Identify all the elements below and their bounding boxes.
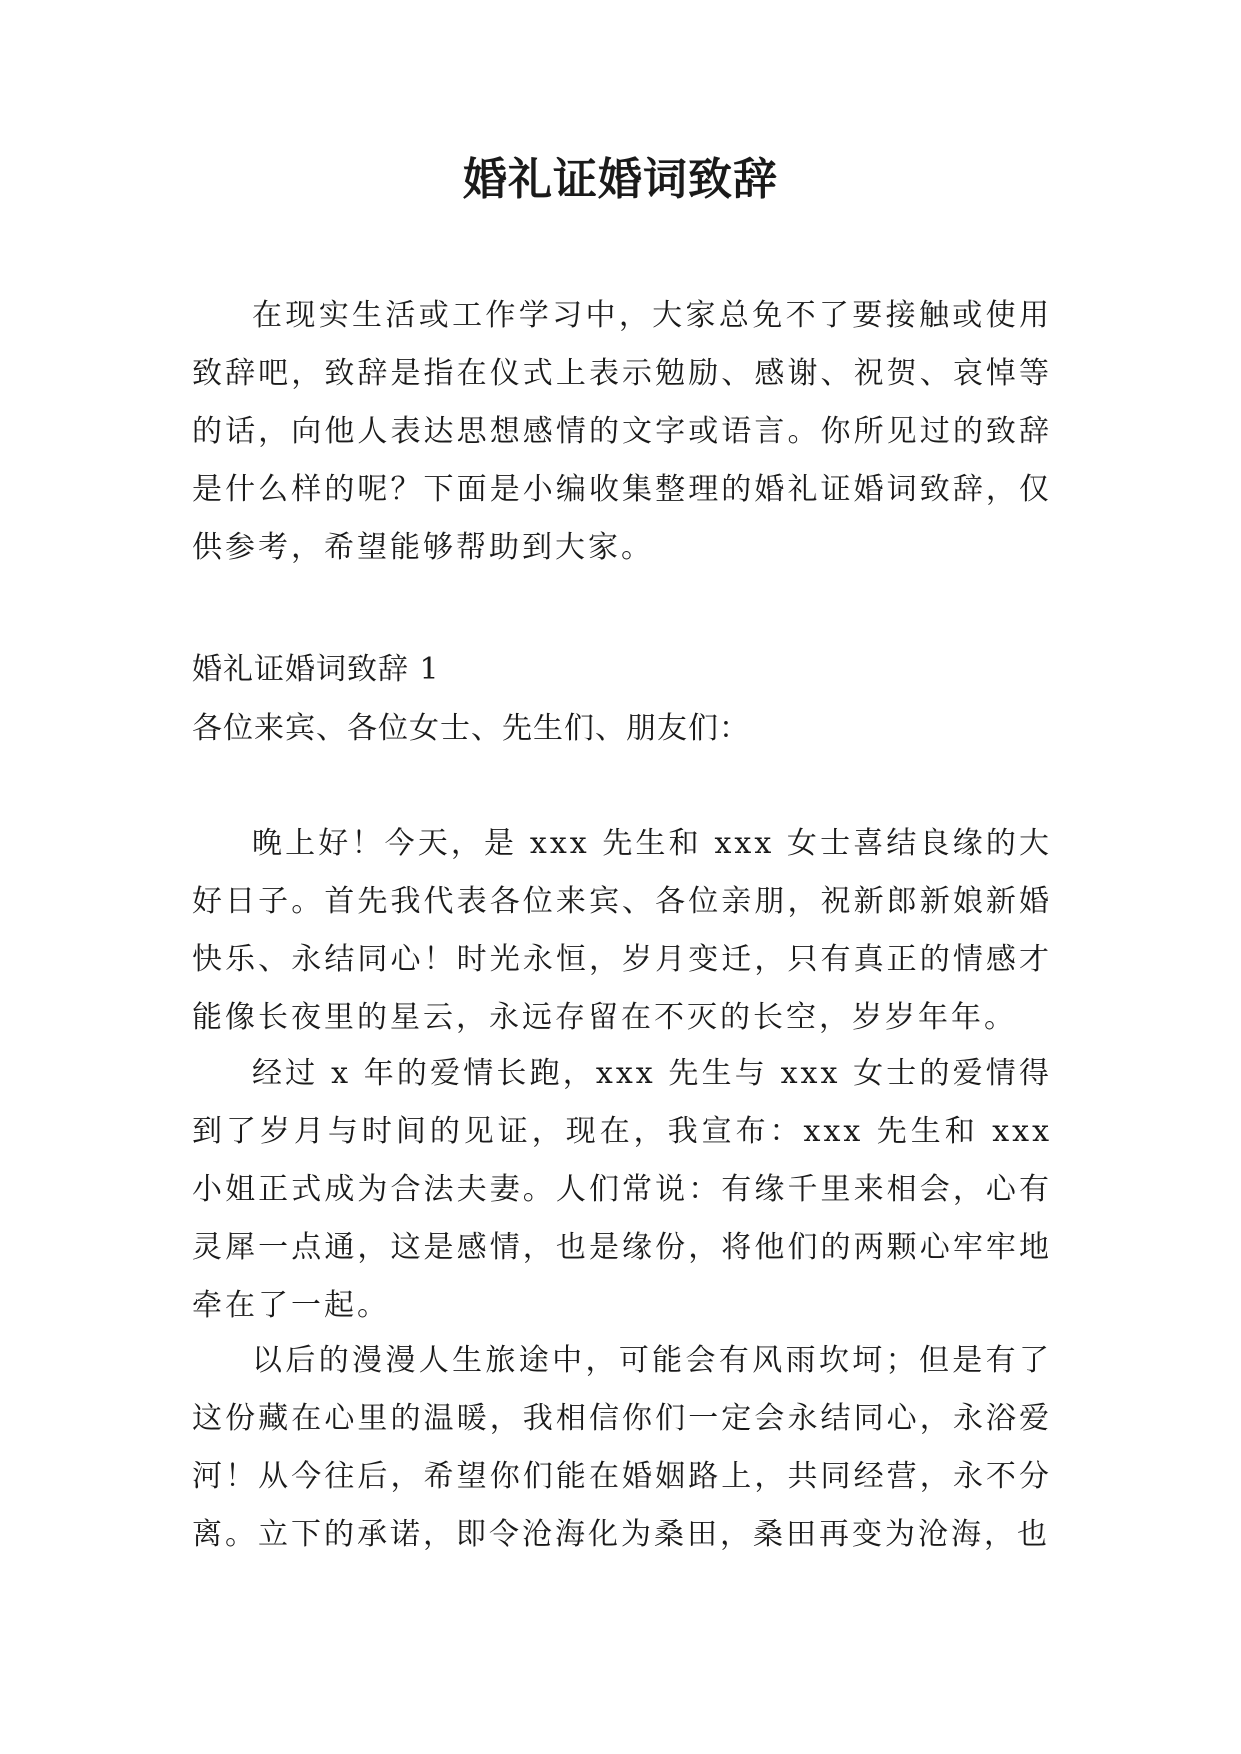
speech-paragraph-1: 晚上好！今天，是 xxx 先生和 xxx 女士喜结良缘的大好日子。首先我代表各位来宾、各位亲朋，祝新郎新娘新婚快乐、永结同心！时光永恒，岁月变迁，只有真正的情感才能像长夜里的星云，永远存留在不灭的长空，岁岁年年。 <box>192 826 1052 1035</box>
intro-paragraph: 在现实生活或工作学习中，大家总免不了要接触或使用致辞吧，致辞是指在仪式上表示勉励、感谢、祝贺、哀悼等的话，向他人表达思想感情的文字或语言。你所见过的致辞是什么样的呢？下面是小编收集整理的婚礼证婚词致辞，仅供参考，希望能够帮助到大家。 <box>192 298 1052 565</box>
section-heading: 婚礼证婚词致辞 1 <box>192 652 440 687</box>
speech-paragraph-3: 以后的漫漫人生旅途中，可能会有风雨坎坷；但是有了这份藏在心里的温暖，我相信你们一定会永结同心，永浴爱河！从今往后，希望你们能在婚姻路上，共同经营，永不分离。立下的承诺，即令沧海化为桑田，桑田再变为沧海，也 <box>192 1343 1052 1552</box>
salutation-line: 各位来宾、各位女士、先生们、朋友们： <box>192 711 750 746</box>
document-title: 婚礼证婚词致辞 <box>463 154 778 205</box>
speech-paragraph-2: 经过 x 年的爱情长跑，xxx 先生与 xxx 女士的爱情得到了岁月与时间的见证，现在，我宣布：xxx 先生和 xxx 小姐正式成为合法夫妻。人们常说：有缘千里来相会，心有灵犀一点通，这是感情，也是缘份，将他们的两颗心牢牢地牵在了一起。 <box>192 1056 1052 1323</box>
